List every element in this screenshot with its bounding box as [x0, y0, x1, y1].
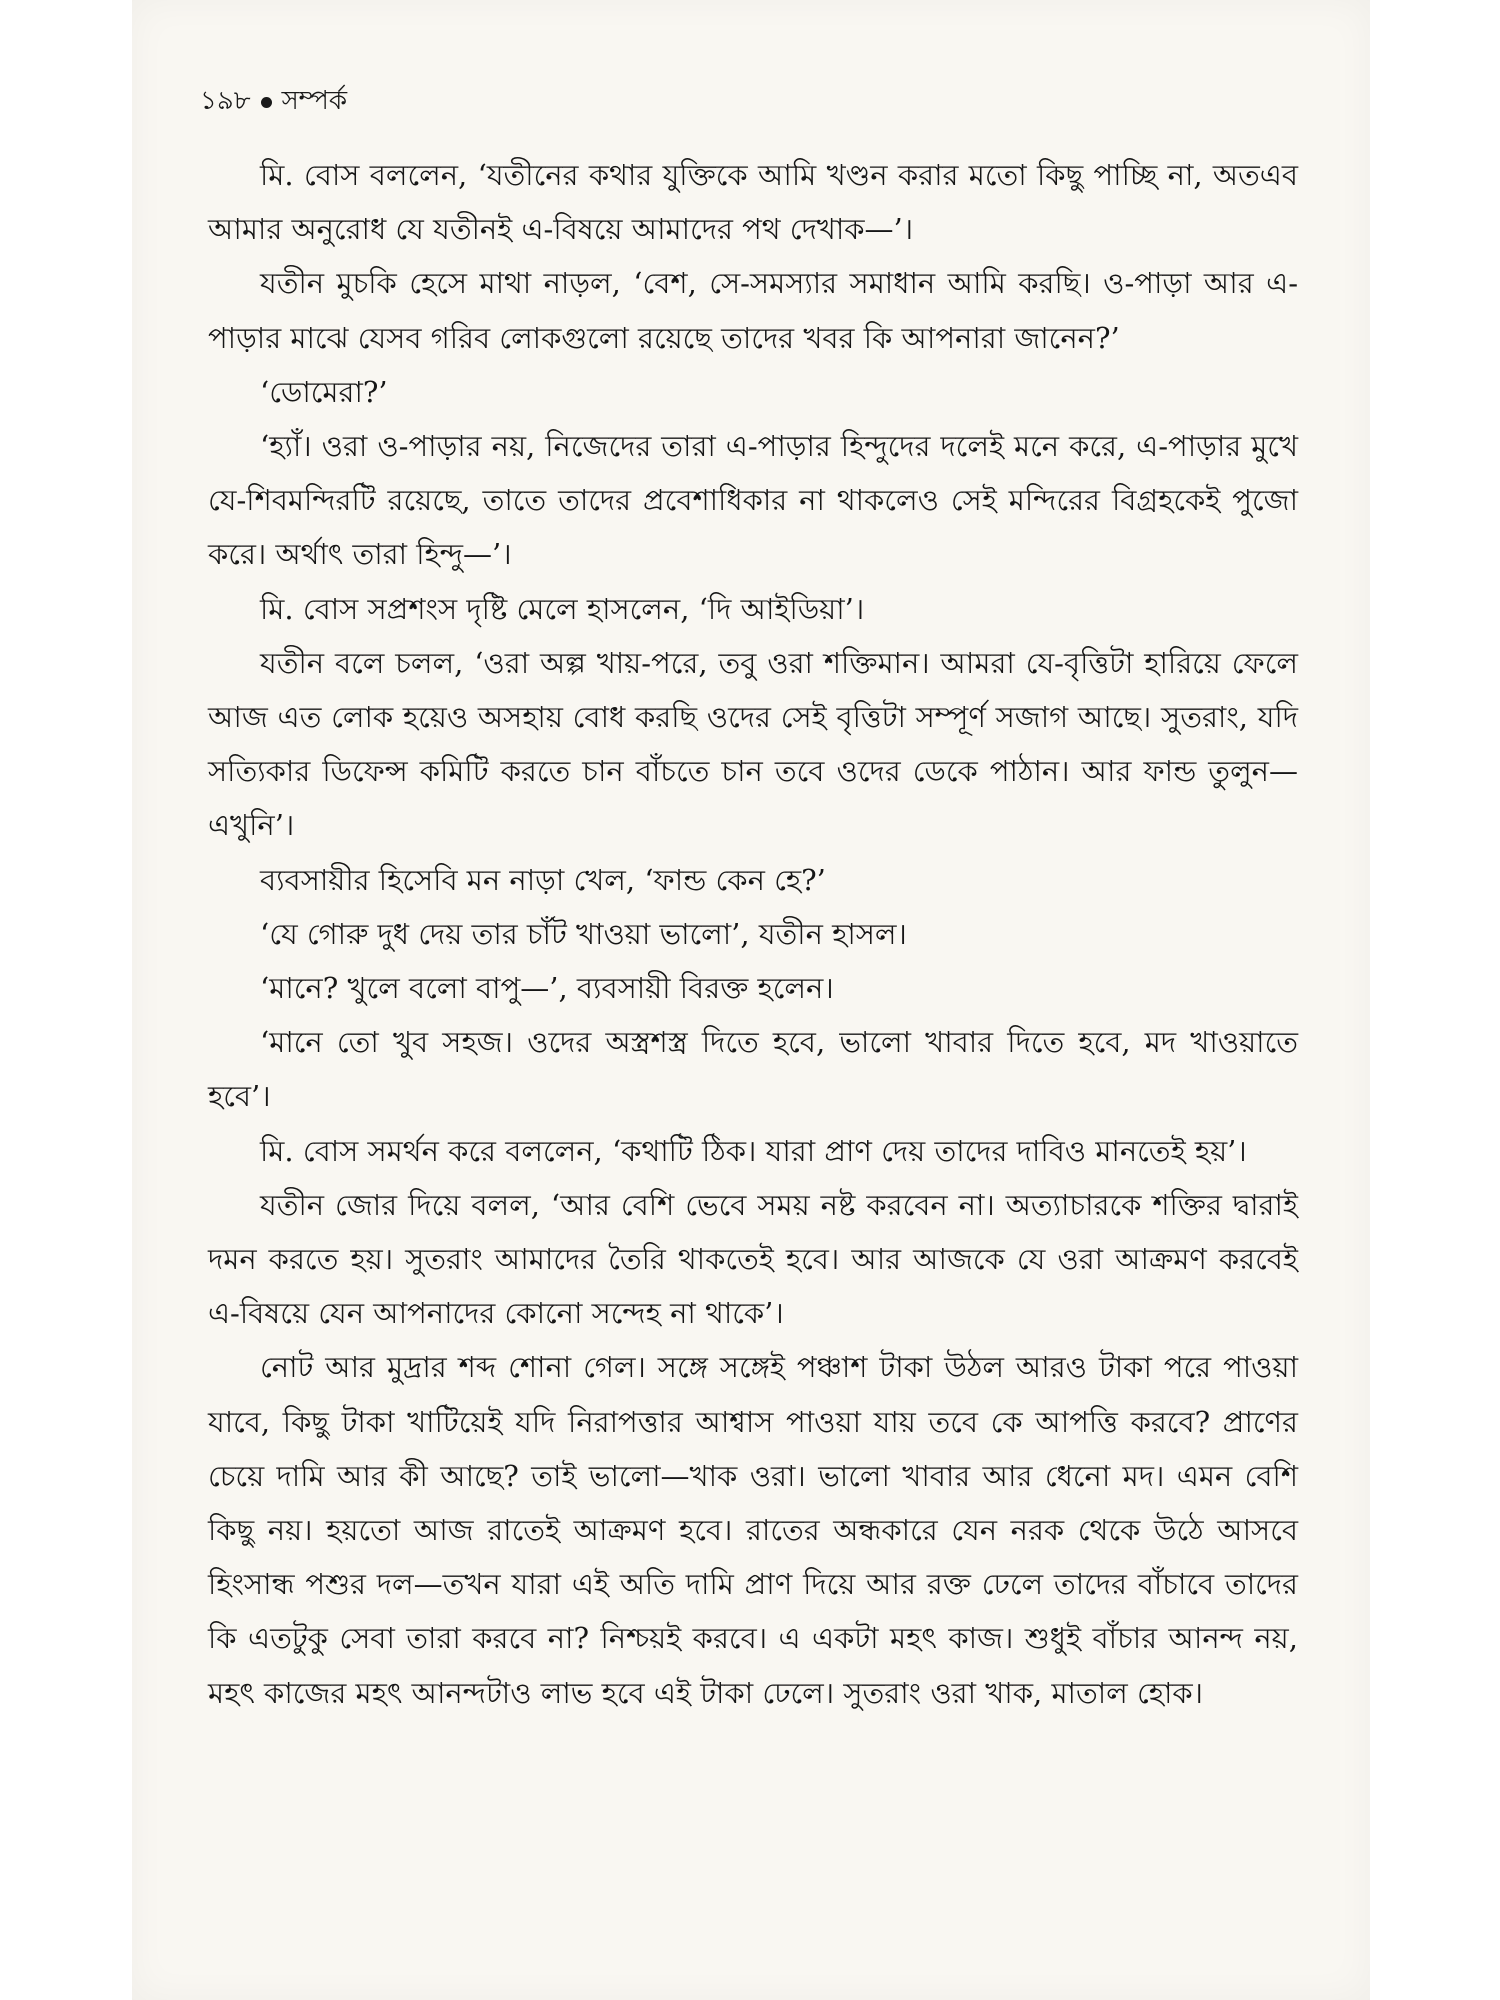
- bullet-separator: [261, 97, 272, 108]
- paragraph: যতীন মুচকি হেসে মাথা নাড়ল, ‘বেশ, সে-সমস্যার সমাধান আমি করছি। ও-পাড়া আর এ-পাড়ার মাঝে যেসব গরিব লোকগুলো রয়েছে তাদের খবর কি আপনারা জানেন?’: [208, 266, 1298, 355]
- paragraph: মি. বোস সমর্থন করে বললেন, ‘কথাটি ঠিক। যারা প্রাণ দেয় তাদের দাবিও মানতেই হয়’।: [260, 1133, 1247, 1168]
- page-number: ১৯৮: [200, 86, 251, 116]
- paragraph: যতীন জোর দিয়ে বলল, ‘আর বেশি ভেবে সময় নষ্ট করবেন না। অত্যাচারকে শক্তির দ্বারাই দমন করতে হয়। সুতরাং আমাদের তৈরি থাকতেই হবে। আর আজকে যে ওরা আক্রমণ করবেই এ-বিষয়ে যেন আপনাদের কোনো সন্দেহ না থাকে’।: [208, 1187, 1298, 1331]
- paragraph: মি. বোস বললেন, ‘যতীনের কথার যুক্তিকে আমি খণ্ডন করার মতো কিছু পাচ্ছি না, অতএব আমার অনুরোধ যে যতীনই এ-বিষয়ে আমাদের পথ দেখাক—’।: [208, 158, 1298, 247]
- section-title: সম্পর্ক: [281, 86, 348, 116]
- running-header: [200, 80, 347, 124]
- body-text: [208, 148, 1298, 1720]
- paragraph: ‘মানে তো খুব সহজ। ওদের অস্ত্রশস্ত্র দিতে হবে, ভালো খাবার দিতে হবে, মদ খাওয়াতে হবে’।: [208, 1025, 1298, 1114]
- paragraph: ‘মানে? খুলে বলো বাপু—’, ব্যবসায়ী বিরক্ত হলেন।: [260, 971, 834, 1006]
- book-page: [132, 0, 1370, 2000]
- paragraph: ‘ডোমেরা?’: [260, 374, 388, 409]
- paragraph: নোট আর মুদ্রার শব্দ শোনা গেল। সঙ্গে সঙ্গেই পঞ্চাশ টাকা উঠল আরও টাকা পরে পাওয়া যাবে, কিছু টাকা খাটিয়েই যদি নিরাপত্তার আশ্বাস পাওয়া যায় তবে কে আপত্তি করবে? প্রাণের চেয়ে দামি আর কী আছে? তাই ভালো—খাক ওরা। ভালো খাবার আর ধেনো মদ। এমন বেশি কিছু নয়। হয়তো আজ রাতেই আক্রমণ হবে। রাতের অন্ধকারে যেন নরক থেকে উঠে আসবে হিংসান্ধ পশুর দল—তখন যারা এই অতি দামি প্রাণ দিয়ে আর রক্ত ঢেলে তাদের বাঁচাবে তাদের কি এতটুকু সেবা তারা করবে না? নিশ্চয়ই করবে। এ একটা মহৎ কাজ। শুধুই বাঁচার আনন্দ নয়, মহৎ কাজের মহৎ আনন্দটাও লাভ হবে এই টাকা ঢেলে। সুতরাং ওরা খাক, মাতাল হোক।: [208, 1350, 1298, 1710]
- paragraph: ‘হ্যাঁ। ওরা ও-পাড়ার নয়, নিজেদের তারা এ-পাড়ার হিন্দুদের দলেই মনে করে, এ-পাড়ার মুখে যে-শিবমন্দিরটি রয়েছে, তাতে তাদের প্রবেশাধিকার না থাকলেও সেই মন্দিরের বিগ্রহকেই পুজো করে। অর্থাৎ তারা হিন্দু—’।: [208, 429, 1298, 572]
- paragraph: ব্যবসায়ীর হিসেবি মন নাড়া খেল, ‘ফান্ড কেন হে?’: [260, 862, 826, 897]
- paragraph: যতীন বলে চলল, ‘ওরা অল্প খায়-পরে, তবু ওরা শক্তিমান। আমরা যে-বৃত্তিটা হারিয়ে ফেলে আজ এত লোক হয়েও অসহায় বোধ করছি ওদের সেই বৃত্তিটা সম্পূর্ণ সজাগ আছে। সুতরাং, যদি সত্যিকার ডিফেন্স কমিটি করতে চান বাঁচতে চান তবে ওদের ডেকে পাঠান। আর ফান্ড তুলুন—এখুনি’।: [208, 645, 1298, 843]
- paragraph: ‘যে গোরু দুধ দেয় তার চাঁট খাওয়া ভালো’, যতীন হাসল।: [260, 916, 907, 951]
- paragraph: মি. বোস সপ্রশংস দৃষ্টি মেলে হাসলেন, ‘দি আইডিয়া’।: [260, 591, 865, 626]
